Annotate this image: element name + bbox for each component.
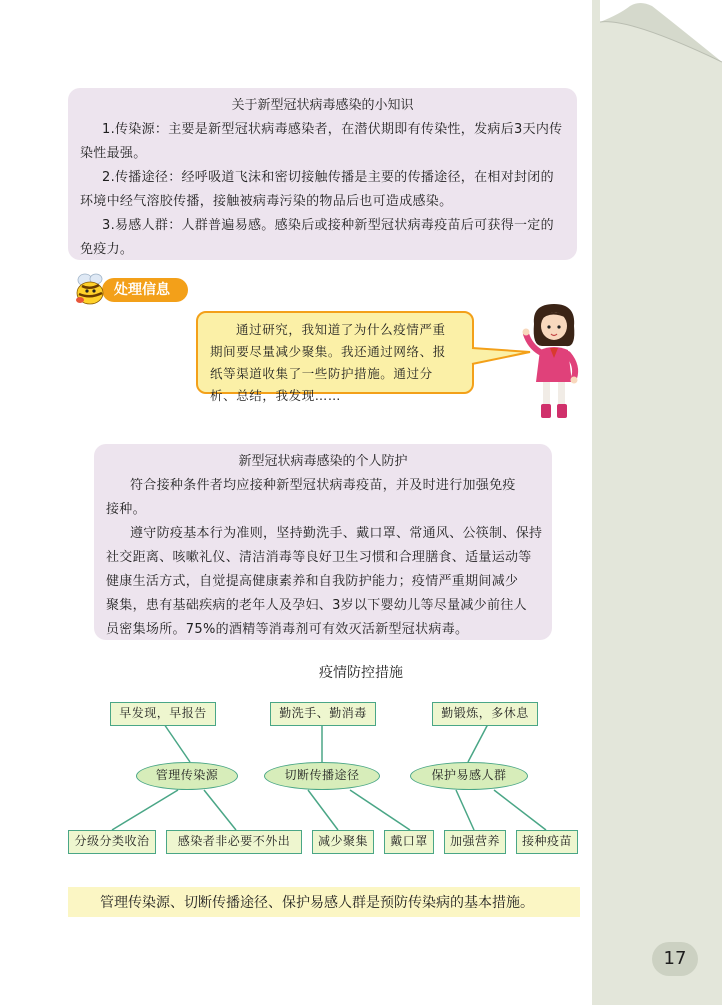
strategy-manage-source: 管理传染源 (136, 762, 238, 790)
page-number: 17 (652, 942, 698, 976)
strategy-protect-susceptible: 保护易感人群 (410, 762, 528, 790)
protection-p1-line1: 符合接种条件者均应接种新型冠状病毒疫苗，并及时进行加强免疫 (130, 478, 516, 493)
protection-p2-line1: 遵守防疫基本行为准则，坚持勤洗手、戴口罩、常通风、公筷制、保持 (130, 526, 543, 541)
bubble-line-2: 期间要尽量减少聚集。我还通过网络、报 (210, 344, 446, 359)
summary-bar (68, 887, 580, 917)
bubble-line-3: 纸等渠道收集了一些防护措施。通过分 (210, 366, 433, 381)
summary-text: 管理传染源、切断传播途径、保护易感人群是预防传染病的基本措施。 (100, 895, 534, 911)
protection-p1-line2: 接种。 (106, 502, 146, 517)
measure-stay-home: 感染者非必要不外出 (166, 830, 302, 854)
bubble-line-4: 析、总结，我发现…… (210, 388, 342, 403)
knowledge-p1-line2: 染性最强。 (80, 146, 147, 161)
knowledge-p1-line1: 1.传染源：主要是新型冠状病毒感染者，在潜伏期即有传染性，发病后3天内传 (102, 122, 563, 137)
knowledge-p3-line1: 3.易感人群：人群普遍易感。感染后或接种新型冠状病毒疫苗后可获得一定的 (102, 218, 554, 233)
knowledge-p2-line2: 环境中经气溶胶传播，接触被病毒污染的物品后也可造成感染。 (80, 194, 453, 209)
protection-p2-line2: 社交距离、咳嗽礼仪、清洁消毒等良好卫生习惯和合理膳食、适量运动等 (106, 550, 532, 565)
protection-title: 新型冠状病毒感染的个人防护 (238, 454, 408, 469)
strategy-cut-transmission: 切断传播途径 (264, 762, 380, 790)
protection-p2-line4: 聚集，患有基础疾病的老年人及孕妇、3岁以下婴幼儿等尽量减少前往人 (106, 598, 527, 613)
measure-wash-disinfect: 勤洗手、勤消毒 (270, 702, 376, 726)
section-header-label: 处理信息 (102, 278, 188, 302)
knowledge-title: 关于新型冠状病毒感染的小知识 (231, 98, 414, 113)
measure-graded-treatment: 分级分类收治 (68, 830, 156, 854)
protection-p2-line3: 健康生活方式，自觉提高健康素养和自我防护能力；疫情严重期间减少 (106, 574, 519, 589)
measure-nutrition: 加强营养 (444, 830, 506, 854)
measure-vaccination: 接种疫苗 (516, 830, 578, 854)
bubble-line-1: 通过研究，我知道了为什么疫情严重 (236, 322, 446, 337)
knowledge-p2-line1: 2.传播途径：经呼吸道飞沫和密切接触传播是主要的传播途径，在相对封闭的 (102, 170, 554, 185)
measure-wear-mask: 戴口罩 (384, 830, 434, 854)
diagram-title: 疫情防控措施 (319, 665, 403, 681)
knowledge-p3-line2: 免疫力。 (80, 242, 134, 257)
measure-early-detection: 早发现，早报告 (110, 702, 216, 726)
measure-reduce-gathering: 减少聚集 (312, 830, 374, 854)
protection-p2-line5: 员密集场所。75%的酒精等消毒剂可有效灭活新型冠状病毒。 (106, 622, 469, 637)
measure-exercise-rest: 勤锻炼，多休息 (432, 702, 538, 726)
